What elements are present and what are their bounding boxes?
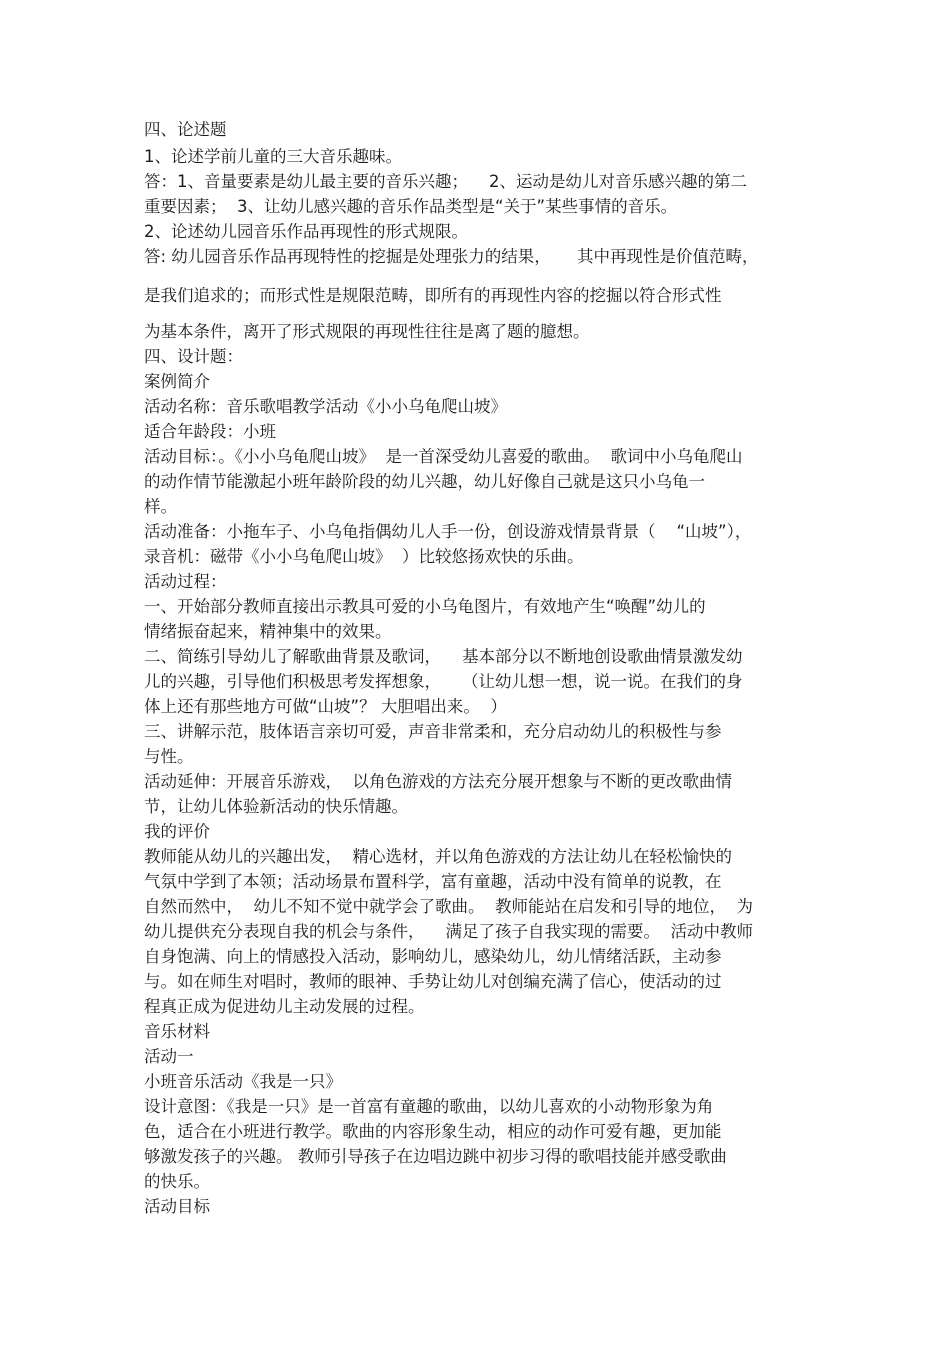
text-line: 活动准备：小拖车子、小乌龟指偶幼儿人手一份，创设游戏情景背景（ “山坡”），	[144, 522, 752, 541]
text-line: 设计意图：《我是一只》是一首富有童趣的歌曲，以幼儿喜欢的小动物形象为角	[144, 1097, 714, 1116]
answer-line: 是我们追求的；而形式性是规限范畴，即所有的再现性内容的挖掘以符合形式性	[144, 286, 722, 305]
text-line: 样。	[144, 497, 177, 516]
section-heading: 四、设计题：	[144, 347, 243, 366]
text-line: 气氛中学到了本领；活动场景布置科学，富有童趣，活动中没有简单的说教，在	[144, 872, 722, 891]
answer-line: 为基本条件，离开了形式规限的再现性往往是离了题的臆想。	[144, 322, 590, 341]
text-line: 活动目标：。《小小乌龟爬山坡》 是一首深受幼儿喜爱的歌曲。 歌词中小乌龟爬山	[144, 447, 743, 466]
answer-line: 答：1、音量要素是幼儿最主要的音乐兴趣； 2、运动是幼儿对音乐感兴趣的第二	[144, 172, 747, 191]
text-line: 儿的兴趣，引导他们积极思考发挥想象， （让幼儿想一想，说一说。在我们的身	[144, 672, 743, 691]
question-line: 2、论述幼儿园音乐作品再现性的形式规限。	[144, 222, 468, 241]
answer-line: 重要因素； 3、让幼儿感兴趣的音乐作品类型是“关于”某些事情的音乐。	[144, 197, 678, 216]
section-heading: 四、论述题	[144, 120, 227, 139]
text-line: 活动延伸：开展音乐游戏， 以角色游戏的方法充分展开想象与不断的更改歌曲情	[144, 772, 732, 791]
text-line: 情绪振奋起来，精神集中的效果。	[144, 622, 392, 641]
text-line: 与。如在师生对唱时，教师的眼神、手势让幼儿对创编充满了信心，使活动的过	[144, 972, 722, 991]
subheading: 案例简介	[144, 372, 210, 391]
text-line: 程真正成为促进幼儿主动发展的过程。	[144, 997, 425, 1016]
text-line: 教师能从幼儿的兴趣出发， 精心选材，并以角色游戏的方法让幼儿在轻松愉快的	[144, 847, 732, 866]
question-line: 1、论述学前儿童的三大音乐趣味。	[144, 147, 402, 166]
subheading: 活动目标	[144, 1197, 210, 1216]
subheading: 小班音乐活动《我是一只》	[144, 1072, 342, 1091]
text-line: 适合年龄段：小班	[144, 422, 276, 441]
subheading: 活动一	[144, 1047, 194, 1066]
text-line: 够激发孩子的兴趣。 教师引导孩子在边唱边跳中初步习得的歌唱技能并感受歌曲	[144, 1147, 727, 1166]
text-line: 录音机：磁带《小小乌龟爬山坡》 ）比较悠扬欢快的乐曲。	[144, 547, 584, 566]
text-line: 自身饱满、向上的情感投入活动，影响幼儿，感染幼儿，幼儿情绪活跃，主动参	[144, 947, 722, 966]
text-line: 活动过程：	[144, 572, 227, 591]
text-line: 节，让幼儿体验新活动的快乐情趣。	[144, 797, 408, 816]
text-line: 的动作情节能激起小班年龄阶段的幼儿兴趣，幼儿好像自己就是这只小乌龟一	[144, 472, 705, 491]
text-line: 体上还有那些地方可做“山坡”？ 大胆唱出来。 ）	[144, 697, 507, 716]
answer-line: 答: 幼儿园音乐作品再现特性的挖掘是处理张力的结果， 其中再现性是价值范畴，	[144, 247, 759, 266]
text-line: 二、简练引导幼儿了解歌曲背景及歌词， 基本部分以不断地创设歌曲情景激发幼	[144, 647, 743, 666]
subheading: 我的评价	[144, 822, 210, 841]
text-line: 活动名称：音乐歌唱教学活动《小小乌龟爬山坡》	[144, 397, 507, 416]
subheading: 音乐材料	[144, 1022, 210, 1041]
text-line: 色，适合在小班进行教学。歌曲的内容形象生动，相应的动作可爱有趣，更加能	[144, 1122, 722, 1141]
text-line: 的快乐。	[144, 1172, 210, 1191]
text-line: 自然而然中， 幼儿不知不觉中就学会了歌曲。 教师能站在启发和引导的地位， 为	[144, 897, 753, 916]
text-line: 幼儿提供充分表现自我的机会与条件， 满足了孩子自我实现的需要。 活动中教师	[144, 922, 753, 941]
text-line: 三、讲解示范，肢体语言亲切可爱，声音非常柔和，充分启动幼儿的积极性与参	[144, 722, 722, 741]
text-line: 一、开始部分教师直接出示教具可爱的小乌龟图片，有效地产生“唤醒”幼儿的	[144, 597, 706, 616]
text-line: 与性。	[144, 747, 194, 766]
